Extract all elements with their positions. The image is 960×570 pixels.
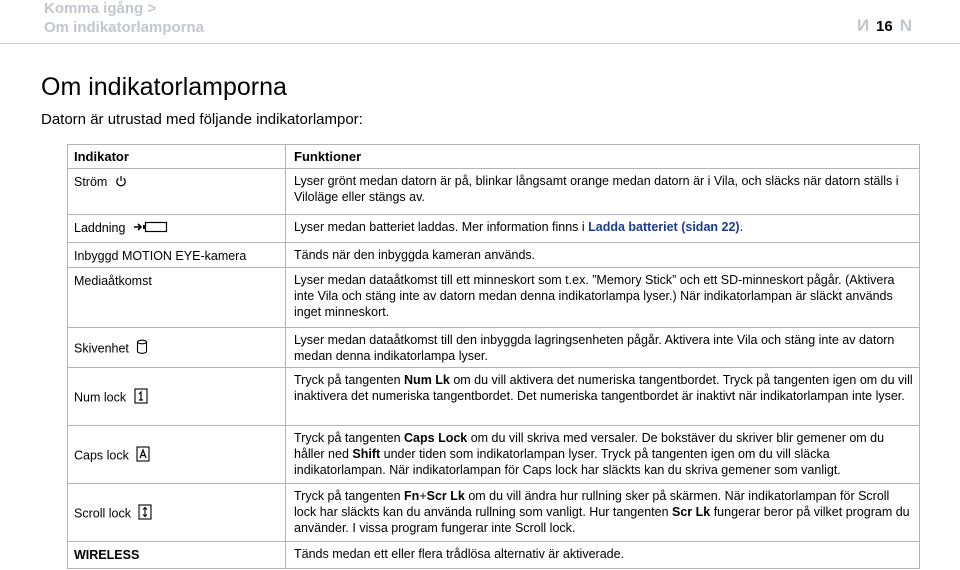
key-name: Scr Lk — [426, 489, 465, 503]
function-description: Lyser medan dataåtkomst till ett minneskort som t.ex. ”Memory Stick” och ett SD-minneskort pågår. (Aktivera inte Vila och stäng inte av datorn medan denna indikatorlampa lyser.) När indikatorlampan är släckt används inget minneskort. — [286, 268, 920, 328]
indicator-cell — [68, 243, 286, 268]
function-description — [286, 215, 920, 243]
function-description: Lyser medan dataåtkomst till den inbyggda lagringsenheten pågår. Aktivera inte Vila och stäng inte av datorn medan denna indikatorlampa lyser. — [286, 328, 920, 368]
indicator-cell — [68, 169, 286, 215]
indicator-name-bold: MOTION EYE — [121, 249, 201, 263]
indicator-cell — [68, 215, 286, 243]
description-text: Tryck på tangenten — [294, 373, 405, 387]
table-row — [68, 426, 920, 484]
indicator-cell — [68, 426, 286, 484]
indicator-name: Laddning — [74, 221, 126, 235]
indicator-name: WIRELESS — [74, 548, 140, 562]
disk-drive-icon — [136, 339, 148, 359]
indicator-name-suffix: -kamera — [200, 249, 247, 263]
num-lock-icon — [134, 388, 148, 408]
description-text: om du vill skriva med versaler. De bokstäver du skriver blir gemener om du håller ned — [294, 431, 885, 461]
description-text: om du vill ändra hur rullning sker på skärmen. När indikatorlampan för Scroll lock har släckts kan du använda rullning som vanligt. Hur tangenten — [294, 489, 890, 519]
description-text: fungerar beror på vilket program du använder. I vissa program fungerar inte Scroll lock. — [294, 505, 910, 535]
indicator-table — [67, 144, 920, 569]
table-row — [68, 243, 920, 268]
indicator-cell — [68, 542, 286, 569]
function-description: Tänds medan ett eller flera trådlösa alternativ är aktiverade. — [286, 542, 920, 569]
key-combo-plus: + — [419, 489, 427, 503]
table-row — [68, 328, 920, 368]
link-page-reference[interactable]: (sidan 22) — [681, 220, 740, 234]
indicator-name: Inbyggd — [74, 249, 122, 263]
description-text: Lyser medan batteriet laddas. Mer information finns i — [294, 220, 589, 234]
function-description — [286, 426, 920, 484]
breadcrumb — [44, 0, 204, 37]
page-navigation — [850, 16, 919, 36]
battery-charging-icon — [133, 221, 169, 237]
description-text: . — [739, 220, 744, 234]
breadcrumb-page: Om indikatorlamporna — [44, 19, 205, 36]
indicator-cell — [68, 268, 286, 328]
breadcrumb-section[interactable]: Komma igång > — [44, 0, 157, 17]
function-description — [286, 484, 920, 542]
caps-lock-icon — [136, 446, 150, 466]
indicator-name: Scroll lock — [74, 505, 131, 520]
column-header-functions: Funktioner — [286, 145, 920, 169]
description-text: om du vill aktivera det numeriska tangentbordet. Tryck på tangenten igen om du vill inaktivera det numeriska tangentbordet. Det numeriska tangentbordet är inaktivt när indikatorlampan inte lyser. — [294, 373, 913, 403]
description-text: Tryck på tangenten — [294, 431, 405, 445]
table-row — [68, 268, 920, 328]
key-name: Shift — [352, 447, 381, 461]
indicator-cell — [68, 484, 286, 542]
key-name: Fn — [404, 489, 420, 503]
description-text: Tryck på tangenten — [294, 489, 405, 503]
table-row — [68, 169, 920, 215]
indicator-name: Caps lock — [74, 447, 129, 462]
page-title: Om indikatorlamporna — [41, 73, 287, 101]
table-row — [68, 542, 920, 569]
link-ladda-batteriet[interactable]: Ladda batteriet — [588, 220, 678, 234]
key-name: Caps Lock — [404, 431, 468, 445]
table-row — [68, 484, 920, 542]
next-page-arrow[interactable]: N — [899, 16, 912, 35]
indicator-name: Num lock — [74, 389, 127, 404]
table-row — [68, 368, 920, 426]
indicator-name: Skivenhet — [74, 340, 129, 355]
page-subtitle: Datorn är utrustad med följande indikatorlampor: — [41, 111, 363, 128]
function-description — [286, 368, 920, 426]
indicator-cell — [68, 368, 286, 426]
scroll-lock-icon — [138, 504, 152, 524]
indicator-name: Ström — [74, 175, 108, 189]
indicator-name: Mediaåtkomst — [74, 274, 152, 288]
function-description: Lyser grönt medan datorn är på, blinkar långsamt orange medan datorn är i Vila, och släcks när datorn ställs i Viloläge eller stängs av. — [286, 169, 920, 215]
key-name: Scr Lk — [672, 505, 711, 519]
description-text: under tiden som indikatorlampan lyser. Tryck på tangenten igen om du vill släcka indikatorlampan. När indikatorlampan för Caps lock har släckts kan du skriva gemener som vanligt. — [294, 447, 841, 477]
header-divider — [0, 43, 960, 44]
indicator-cell — [68, 328, 286, 368]
page-number: 16 — [876, 17, 893, 35]
power-icon — [115, 175, 127, 191]
table-row — [68, 215, 920, 243]
function-description: Tänds när den inbyggda kameran används. — [286, 243, 920, 268]
column-header-indicator: Indikator — [68, 145, 286, 169]
prev-page-arrow[interactable]: N — [856, 16, 870, 35]
key-name: Num Lk — [404, 373, 450, 387]
table-header-row — [68, 145, 920, 169]
